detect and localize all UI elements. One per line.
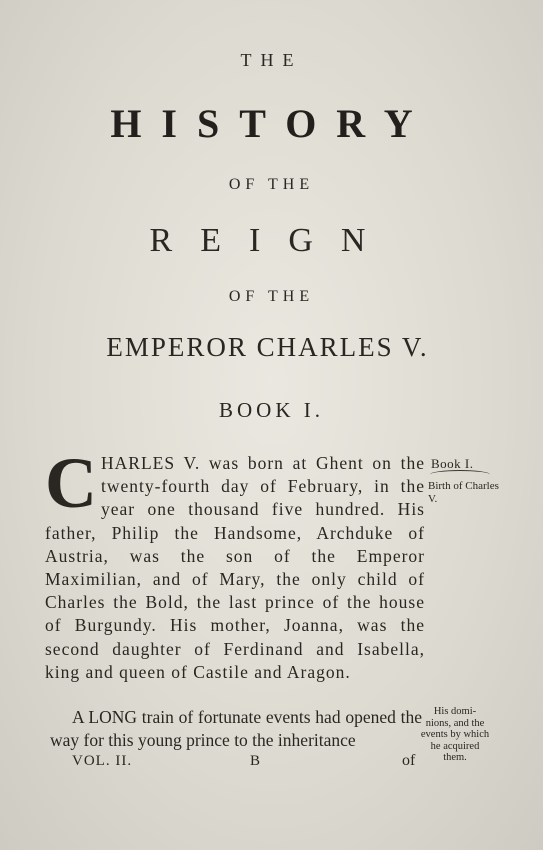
margin-note-birth: Birth of Charles V. — [428, 480, 499, 505]
title-of-the-2: OF THE — [228, 288, 315, 305]
book-heading: BOOK I. — [219, 398, 324, 422]
paragraph-birth-text: HARLES V. was born at Ghent on the twenty-fourth day of February, in the year one thousand five hundred. His father, Philip the Handsome, Archduke of Austria, was the son of the Emperor Maximilian, and of Mary, the only child of Charles the Bold, the last prince of the house of Burgundy. His mother, Joanna, was the second daughter of Ferdinand and Isabella, king and queen of Castile and Aragon. — [45, 453, 425, 682]
footer-catchword: of — [402, 752, 416, 769]
title-history: HISTORY — [110, 101, 433, 146]
title-of-the-1: OF THE — [228, 176, 315, 193]
margin-book-label: Book I. — [431, 456, 474, 471]
footer-volume: VOL. II. — [72, 753, 133, 769]
title-emperor-charles: EMPEROR CHARLES V. — [106, 332, 429, 362]
paragraph-birth — [45, 443, 425, 684]
footer-signature: B — [250, 753, 261, 769]
title-reign: REIGN — [149, 222, 394, 259]
margin-note-dominions: His domi- nions, and the events by which he acquired them. — [420, 706, 490, 763]
paragraph-dominions: A LONG train of fortunate events had opened the way for this young prince to the inheritance — [50, 707, 422, 750]
drop-cap: C — [45, 443, 97, 523]
margin-brace — [430, 470, 490, 479]
title-the: THE — [240, 50, 303, 70]
